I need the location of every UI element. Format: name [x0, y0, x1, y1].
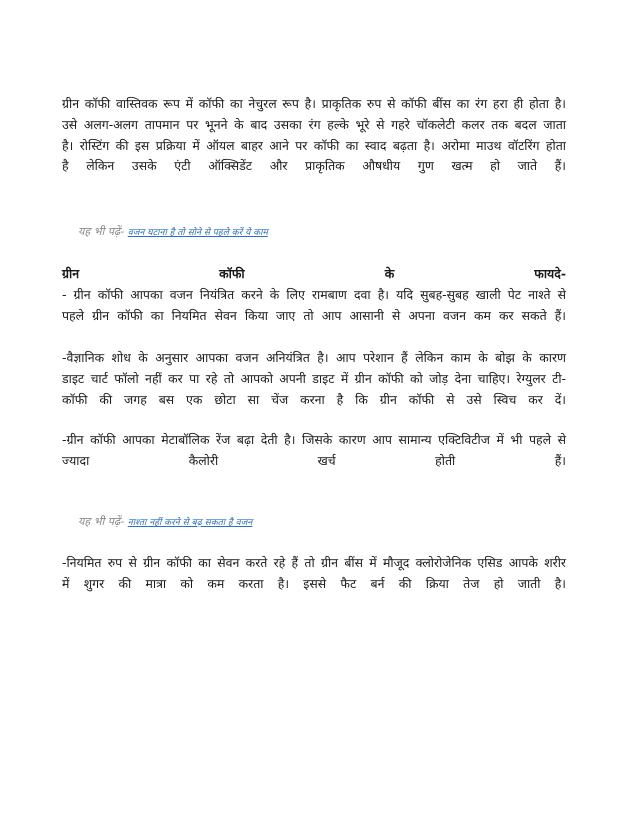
- benefit-paragraph-1: [62, 285, 566, 327]
- text-line: ग्रीन कॉफी वास्तिवक रूप में कॉफी का नेचुरल रूप है। प्राकृतिक रुप से कॉफी बींस का रंग हरा ही होता है।: [62, 96, 566, 111]
- text-line: -ग्रीन कॉफी आपका मेटाबॉलिक रेंज बढ़ा देती है। जिसके कारण आप सामान्य एक्टिविटीज में भी पहले से: [62, 432, 566, 447]
- section-heading: [62, 264, 566, 285]
- text-line: उसे अलग-अलग तापमान पर भूनने के बाद उसका रंग हल्के भूरे से गहरे चॉकलेटी कलर तक बदल जाता: [62, 116, 567, 132]
- text-line: डाइट चार्ट फॉलो नहीं कर पा रहे तो आपको अपनी डाइट में ग्रीन कॉफी को जोड़ देना चाहिए। रेग्युलर टी-: [62, 370, 566, 386]
- heading-word: के: [384, 266, 395, 281]
- text-line: - ग्रीन कॉफी आपका वजन नियंत्रित करने के लिए रामबाण दवा है। यदि सुबह-सुबह खाली पेट नाश्ते से: [62, 286, 566, 302]
- heading-word: फायदे-: [534, 266, 566, 281]
- text-line: है। रोस्टिंग की इस प्रक्रिया में ऑयल बाहर आने पर कॉफी का स्वाद बढ़ता है। अरोमा माउथ वॉटरिंग होता: [62, 137, 566, 153]
- text-line: पहले ग्रीन कॉफी का नियमित सेवन किया जाए तो आप आसानी से अपना वजन कम कर सकते हैं।: [62, 307, 566, 323]
- heading-word: ग्रीन: [62, 266, 80, 281]
- text-line: में शुगर की मात्रा को कम करता है। इससे फैट बर्न की क्रिया तेज हो जाती है।: [62, 575, 566, 591]
- read-more-prefix: यह भी पढ़ें-: [78, 515, 125, 528]
- intro-paragraph: [62, 94, 566, 177]
- benefits-section: [62, 264, 566, 326]
- heading-word: कॉफी: [219, 266, 245, 281]
- closing-paragraph: [62, 553, 566, 595]
- read-more-link[interactable]: वजन घटाना है तो सोने से पहले करें ये काम: [127, 228, 268, 238]
- benefit-paragraph-2: [62, 348, 566, 410]
- read-more-prefix: यह भी पढ़ें-: [78, 225, 125, 238]
- read-more-link[interactable]: नाश्ता नहीं करने से बढ़ सकता है वजन: [127, 518, 253, 528]
- read-more-1: [78, 224, 268, 239]
- text-line: -नियमित रुप से ग्रीन कॉफी का सेवन करते रहे हैं तो ग्रीन बींस में मौजूद क्लोरोजेनिक एसिड आपके शरीर: [62, 555, 566, 570]
- text-line: -वैज्ञानिक शोध के अनुसार आपका वजन अनियंत्रित है। आप परेशान हैं लेकिन काम के बोझ के कारण: [62, 350, 566, 365]
- read-more-2: [78, 514, 252, 529]
- text-line: ज्यादा कैलोरी खर्च होती हैं।: [62, 452, 566, 468]
- benefit-paragraph-3: [62, 430, 566, 472]
- text-line: कॉफी की जगह बस एक छोटा सा चेंज करना है कि ग्रीन कॉफी से उसे स्विच कर दें।: [62, 391, 566, 407]
- text-line: है लेकिन उसके एंटी ऑक्सिडेंट और प्राकृतिक औषधीय गुण खत्म हो जाते हैं।: [62, 158, 566, 174]
